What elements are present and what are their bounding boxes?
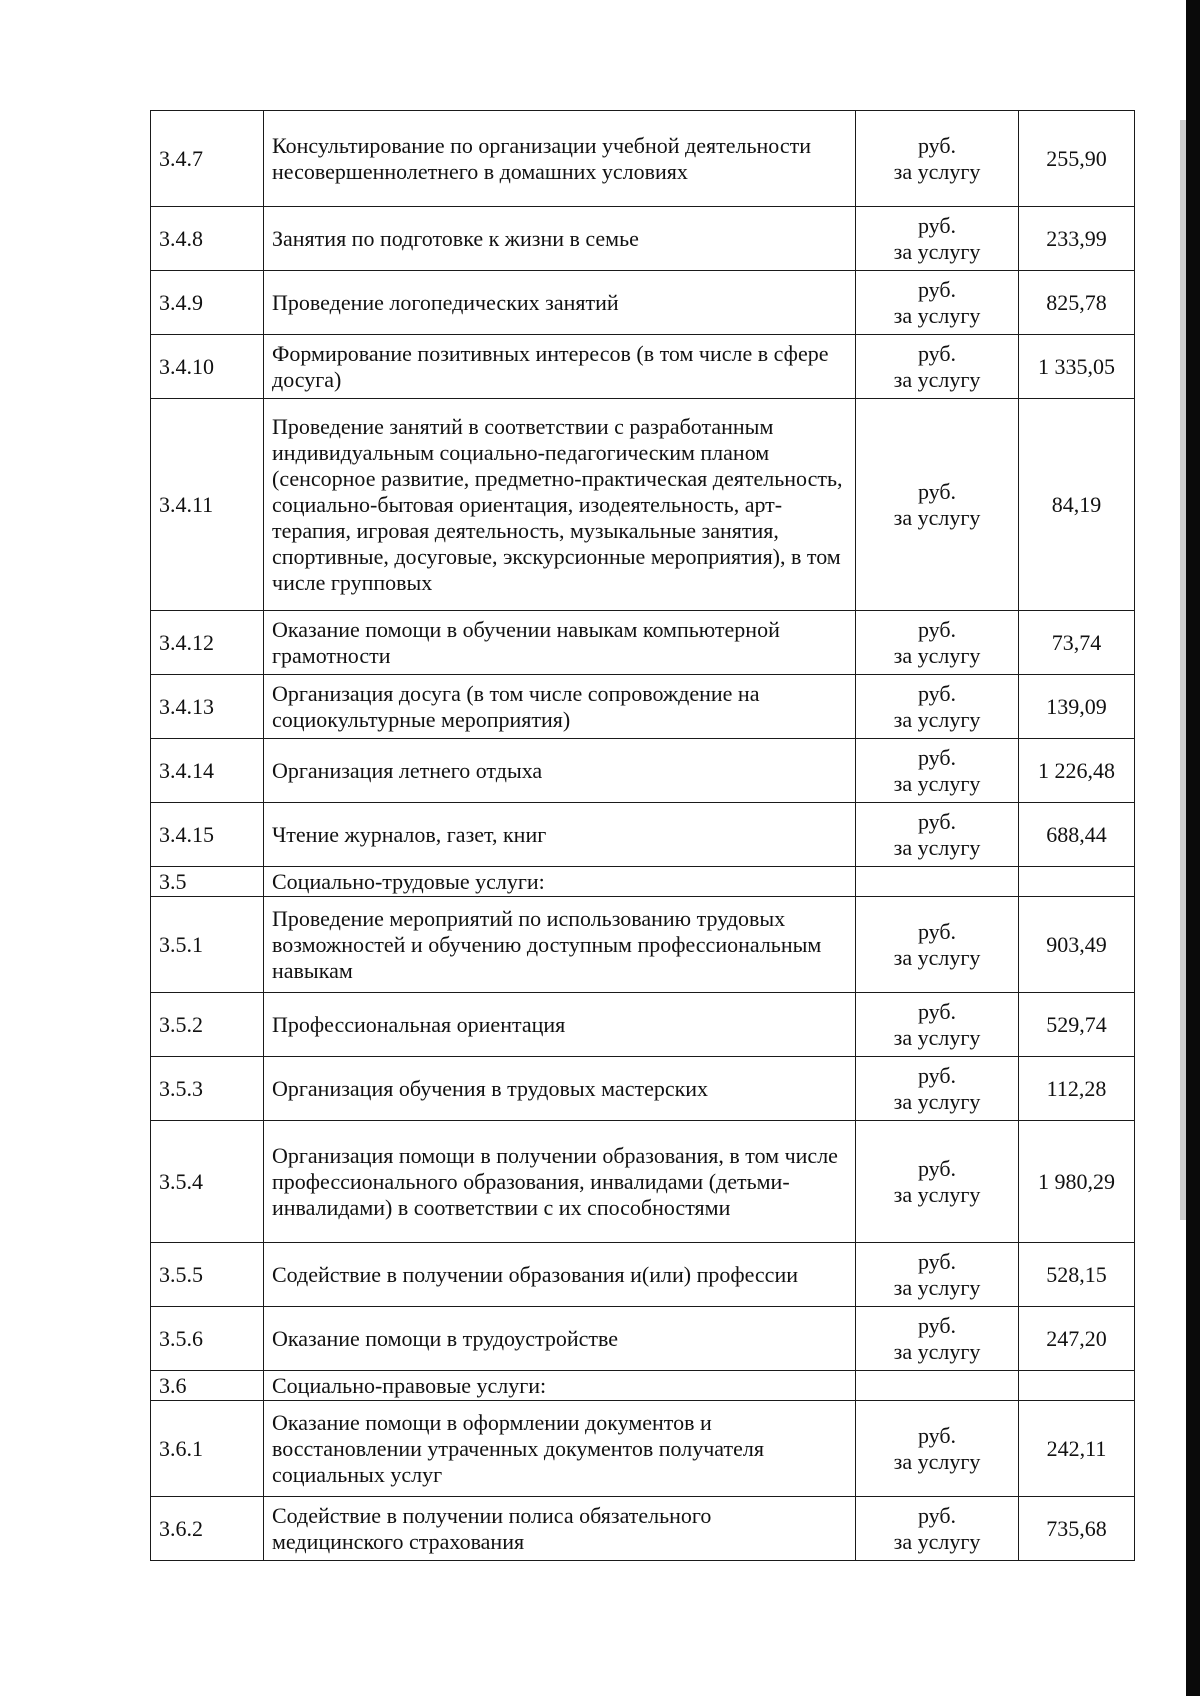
unit-per-service: за услугу: [893, 1024, 981, 1050]
table-row: [151, 1307, 1135, 1371]
table-row: [151, 897, 1135, 993]
service-code: 3.5.2: [151, 993, 264, 1057]
service-price: 139,09: [1019, 675, 1135, 739]
service-name: Чтение журналов, газет, книг: [264, 803, 856, 867]
unit-per-service: за услугу: [893, 158, 981, 184]
service-code: 3.5.4: [151, 1121, 264, 1243]
unit-currency: руб.: [917, 1062, 957, 1088]
service-price: 112,28: [1019, 1057, 1135, 1121]
unit-cell: [856, 897, 1019, 993]
unit-per-service: за услугу: [893, 944, 981, 970]
table-row: [151, 1243, 1135, 1307]
service-name: Формирование позитивных интересов (в том числе в сфере досуга): [264, 335, 856, 399]
service-code: 3.5.1: [151, 897, 264, 993]
scan-edge: [1186, 0, 1200, 1696]
unit-per-service: за услугу: [893, 1088, 981, 1114]
unit-cell: [856, 1121, 1019, 1243]
service-name: Проведение занятий в соответствии с разработанным индивидуальным социально-педагогическим планом (сенсорное развитие, предметно-практическая деятельность, социально-бытовая ориентация, изодеятельность, арт-терапия, игровая деятельность, музыкальные занятия, спортивные, досуговые, экскурсионные мероприятия), в том числе групповых: [264, 399, 856, 611]
service-name: Организация досуга (в том числе сопровождение на социокультурные мероприятия): [264, 675, 856, 739]
service-code: 3.5.5: [151, 1243, 264, 1307]
service-price: 242,11: [1019, 1401, 1135, 1497]
scan-edge-shadow: [1180, 120, 1186, 1220]
unit-cell: [856, 675, 1019, 739]
unit-per-service: за услугу: [893, 504, 981, 530]
service-code: 3.4.10: [151, 335, 264, 399]
service-name: Организация помощи в получении образования, в том числе профессионального образования, инвалидами (детьми-инвалидами) в соответствии с их способностями: [264, 1121, 856, 1243]
table-row: [151, 399, 1135, 611]
service-name: Профессиональная ориентация: [264, 993, 856, 1057]
unit-currency: руб.: [917, 132, 957, 158]
unit-per-service: за услугу: [893, 1338, 981, 1364]
service-price: 233,99: [1019, 207, 1135, 271]
table-row: [151, 1497, 1135, 1561]
service-code: 3.5: [151, 867, 264, 897]
service-name: Оказание помощи в обучении навыкам компьютерной грамотности: [264, 611, 856, 675]
service-name: Оказание помощи в оформлении документов и восстановлении утраченных документов получателя социальных услуг: [264, 1401, 856, 1497]
service-price: 1 226,48: [1019, 739, 1135, 803]
service-price: 825,78: [1019, 271, 1135, 335]
unit-cell: [856, 1497, 1019, 1561]
unit-per-service: за услугу: [893, 1528, 981, 1554]
unit-cell: [856, 1401, 1019, 1497]
unit-per-service: за услугу: [893, 1274, 981, 1300]
section-row: [151, 1371, 1135, 1401]
service-price: 255,90: [1019, 111, 1135, 207]
unit-currency: руб.: [917, 478, 957, 504]
unit-cell: [856, 1371, 1019, 1401]
table-row: [151, 1057, 1135, 1121]
section-title: Социально-трудовые услуги:: [264, 867, 856, 897]
service-name: Содействие в получении образования и(или) профессии: [264, 1243, 856, 1307]
unit-currency: руб.: [917, 998, 957, 1024]
unit-currency: руб.: [917, 1248, 957, 1274]
unit-currency: руб.: [917, 1155, 957, 1181]
service-code: 3.4.14: [151, 739, 264, 803]
service-code: 3.6.1: [151, 1401, 264, 1497]
unit-per-service: за услугу: [893, 770, 981, 796]
unit-currency: руб.: [917, 1502, 957, 1528]
section-title: Социально-правовые услуги:: [264, 1371, 856, 1401]
unit-cell: [856, 335, 1019, 399]
table-row: [151, 207, 1135, 271]
table-row: [151, 1121, 1135, 1243]
service-price: 1 980,29: [1019, 1121, 1135, 1243]
unit-cell: [856, 867, 1019, 897]
service-name: Организация обучения в трудовых мастерских: [264, 1057, 856, 1121]
service-price: 735,68: [1019, 1497, 1135, 1561]
unit-cell: [856, 111, 1019, 207]
service-price: 528,15: [1019, 1243, 1135, 1307]
service-name: Занятия по подготовке к жизни в семье: [264, 207, 856, 271]
unit-cell: [856, 399, 1019, 611]
service-name: Содействие в получении полиса обязательного медицинского страхования: [264, 1497, 856, 1561]
service-price: 247,20: [1019, 1307, 1135, 1371]
service-price: 529,74: [1019, 993, 1135, 1057]
service-code: 3.5.6: [151, 1307, 264, 1371]
tariff-table: [150, 110, 1135, 1561]
service-price: 688,44: [1019, 803, 1135, 867]
service-code: 3.6: [151, 1371, 264, 1401]
unit-currency: руб.: [917, 616, 957, 642]
service-price: [1019, 1371, 1135, 1401]
section-row: [151, 867, 1135, 897]
service-code: 3.4.11: [151, 399, 264, 611]
service-price: 73,74: [1019, 611, 1135, 675]
unit-per-service: за услугу: [893, 366, 981, 392]
service-code: 3.4.7: [151, 111, 264, 207]
table-row: [151, 993, 1135, 1057]
unit-cell: [856, 1243, 1019, 1307]
service-code: 3.4.9: [151, 271, 264, 335]
table-row: [151, 335, 1135, 399]
service-name: Проведение логопедических занятий: [264, 271, 856, 335]
unit-cell: [856, 803, 1019, 867]
service-code: 3.5.3: [151, 1057, 264, 1121]
unit-currency: руб.: [917, 1312, 957, 1338]
service-code: 3.4.12: [151, 611, 264, 675]
unit-per-service: за услугу: [893, 238, 981, 264]
unit-currency: руб.: [917, 744, 957, 770]
unit-currency: руб.: [917, 1422, 957, 1448]
table-row: [151, 111, 1135, 207]
unit-currency: руб.: [917, 212, 957, 238]
service-price: 1 335,05: [1019, 335, 1135, 399]
service-price: 903,49: [1019, 897, 1135, 993]
unit-per-service: за услугу: [893, 642, 981, 668]
service-code: 3.4.8: [151, 207, 264, 271]
service-name: Организация летнего отдыха: [264, 739, 856, 803]
service-name: Проведение мероприятий по использованию трудовых возможностей и обучению доступным профессиональным навыкам: [264, 897, 856, 993]
unit-cell: [856, 1307, 1019, 1371]
unit-per-service: за услугу: [893, 706, 981, 732]
unit-currency: руб.: [917, 808, 957, 834]
table-row: [151, 675, 1135, 739]
unit-cell: [856, 207, 1019, 271]
unit-currency: руб.: [917, 918, 957, 944]
service-code: 3.4.13: [151, 675, 264, 739]
unit-cell: [856, 611, 1019, 675]
unit-cell: [856, 739, 1019, 803]
service-price: [1019, 867, 1135, 897]
unit-cell: [856, 1057, 1019, 1121]
unit-currency: руб.: [917, 276, 957, 302]
service-code: 3.6.2: [151, 1497, 264, 1561]
service-name: Оказание помощи в трудоустройстве: [264, 1307, 856, 1371]
service-price: 84,19: [1019, 399, 1135, 611]
tariff-table-body: [151, 111, 1135, 1561]
unit-per-service: за услугу: [893, 302, 981, 328]
table-row: [151, 739, 1135, 803]
table-row: [151, 611, 1135, 675]
unit-currency: руб.: [917, 340, 957, 366]
unit-per-service: за услугу: [893, 1181, 981, 1207]
service-code: 3.4.15: [151, 803, 264, 867]
service-name: Консультирование по организации учебной деятельности несовершеннолетнего в домашних условиях: [264, 111, 856, 207]
unit-per-service: за услугу: [893, 1448, 981, 1474]
unit-currency: руб.: [917, 680, 957, 706]
unit-per-service: за услугу: [893, 834, 981, 860]
table-row: [151, 803, 1135, 867]
table-row: [151, 1401, 1135, 1497]
table-row: [151, 271, 1135, 335]
unit-cell: [856, 993, 1019, 1057]
unit-cell: [856, 271, 1019, 335]
